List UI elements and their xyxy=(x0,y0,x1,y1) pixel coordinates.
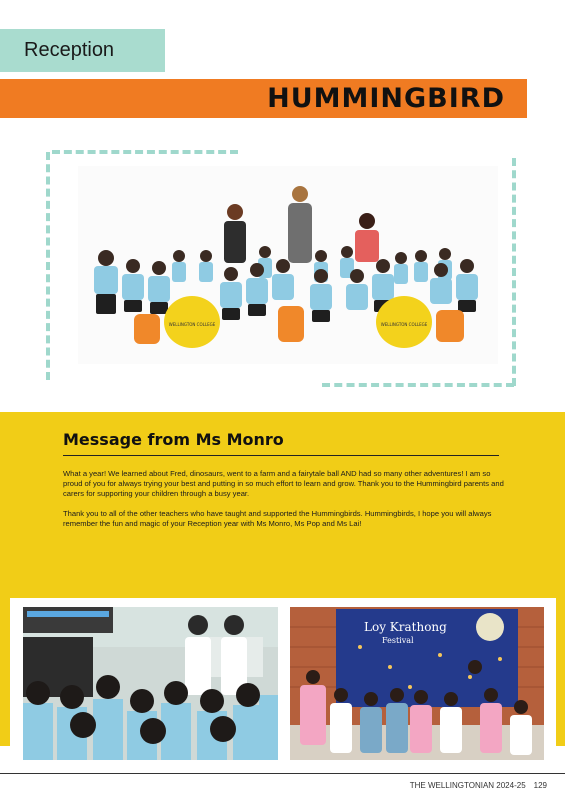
publication-name: THE WELLINGTONIAN 2024-25 xyxy=(409,781,526,790)
teacher-right xyxy=(355,213,379,262)
class-banner xyxy=(0,79,527,118)
class-group-photo xyxy=(78,166,498,364)
teacher-center xyxy=(288,186,312,263)
message-body xyxy=(63,469,509,529)
page-number: 129 xyxy=(533,781,547,790)
page-footer xyxy=(410,781,547,790)
message-paragraph-1: What a year! We learned about Fred, dinosaurs, went to a farm and a fairytale ball AND had so many other adventures! I am so proud of you for always trying your best and putting in so much effort to learn and grow. Thank you to the Hummingbird parents and carers for supporting your children through a busy year. xyxy=(63,469,504,498)
svg-text:WELLINGTON COLLEGE: WELLINGTON COLLEGE xyxy=(168,322,216,327)
classroom-photo xyxy=(23,607,278,760)
festival-title: Loy Krathong xyxy=(364,620,447,634)
class-group-illustration xyxy=(78,166,498,364)
dashed-border-bottom xyxy=(322,383,514,387)
dashed-border-left xyxy=(46,152,50,380)
section-tab xyxy=(0,29,165,72)
svg-text:WELLINGTON COLLEGE: WELLINGTON COLLEGE xyxy=(380,322,428,327)
classroom-illustration xyxy=(23,607,278,760)
footer-divider xyxy=(0,773,565,774)
dashed-border-top xyxy=(52,150,238,154)
bag-left xyxy=(164,296,220,348)
teacher-left xyxy=(224,204,246,263)
loy-krathong-illustration xyxy=(290,607,544,760)
message-paragraph-2: Thank you to all of the other teachers who have taught and supported the Hummingbirds. Hummingbirds, I hope you will always remember the fun and magic of your Reception year with Ms Monro, Ms Pop and Ms Lai! xyxy=(63,509,492,528)
message-title: Message from Ms Monro xyxy=(63,430,499,456)
loy-krathong-photo xyxy=(290,607,544,760)
bag-right xyxy=(376,296,432,348)
festival-subtitle: Festival xyxy=(382,636,414,645)
dashed-border-right xyxy=(512,158,516,386)
section-label: Reception xyxy=(24,39,115,61)
class-name: HUMMINGBIRD xyxy=(267,83,505,114)
